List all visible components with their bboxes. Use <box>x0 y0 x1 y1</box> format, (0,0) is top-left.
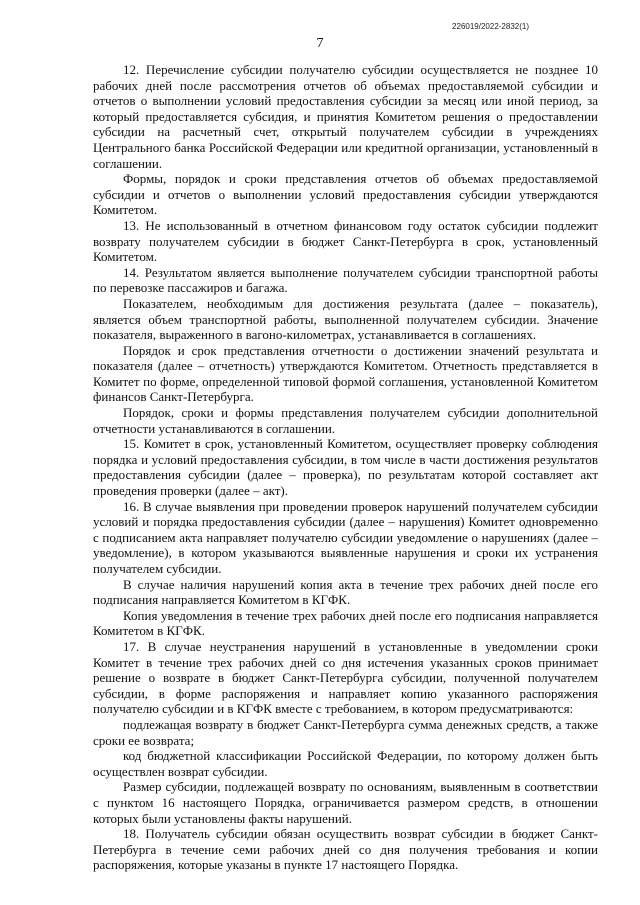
paragraph-notice-copy: Копия уведомления в течение трех рабочих дней после его подписания направляется Комитетом в КГФК. <box>93 607 598 639</box>
paragraph-return-size: Размер субсидии, подлежащей возврату по основаниям, выявленным в соответствии с пунктом 16 настоящего Порядка, ограничивается размером средств, в отношении которых были установлены факты нарушений. <box>93 779 598 826</box>
paragraph-budget-code: код бюджетной классификации Российской Федерации, по которому должен быть осуществлен возврат субсидии. <box>93 748 598 779</box>
paragraph-18: 18. Получатель субсидии обязан осуществить возврат субсидии в бюджет Санкт-Петербурга в течение семи рабочих дней со дня получения требования и копии распоряжения, которые указаны в пункте 17 настоящего Порядка. <box>93 826 598 873</box>
paragraph-15: 15. Комитет в срок, установленный Комитетом, осуществляет проверку соблюдения порядка и условий предоставления субсидии, в том числе в части достижения результатов предоставления субсидии (далее – проверка), по результатам которой составляет акт проведения проверки (далее – акт). <box>93 436 598 499</box>
page-number: 7 <box>316 36 324 51</box>
paragraph-16: 16. В случае выявления при проведении проверок нарушений получателем субсидии условий и порядка предоставления субсидии (далее – нарушения) Комитет одновременно с подписанием акта направляет получателю субсидии уведомление о нарушениях (далее – уведомление), в котором указываются выявленные нарушения и сроки их устранения получателем субсидии. <box>93 498 598 576</box>
paragraph-reporting-forms: Формы, порядок и сроки представления отчетов об объемах предоставляемой субсидии и отчетов о выполнении условий предоставления субсидии утверждаются Комитетом. <box>93 171 598 218</box>
paragraph-13: 13. Не использованный в отчетном финансовом году остаток субсидии подлежит возврату получателем субсидии в бюджет Санкт-Петербурга в срок, установленный Комитетом. <box>93 217 598 265</box>
paragraph-indicator: Показателем, необходимым для достижения результата (далее – показатель), является объем транспортной работы, выполненной получателем субсидии. Значение показателя, выраженного в вагоно-километрах, устанавливается в соглашениях. <box>93 295 598 343</box>
paragraph-additional-reporting: Порядок, сроки и формы представления получателем субсидии дополнительной отчетности устанавливаются в соглашении. <box>93 405 598 436</box>
paragraph-act-copy: В случае наличия нарушений копия акта в течение трех рабочих дней после его подписания направляется Комитетом в КГФК. <box>93 576 598 608</box>
paragraph-12: 12. Перечисление субсидии получателю субсидии осуществляется не позднее 10 рабочих дней после рассмотрения отчетов об объемах предоставляемой субсидии и отчетов о выполнении условий предоставления субсидии за месяц или иной период, за который предоставляется субсидия, и принятия Комитетом решения о предоставлении субсидии на расчетный счет, открытый получателем субсидии в учреждениях Центрального банка Российской Федерации или кредитной организации, установленный в соглашении. <box>93 62 598 171</box>
paragraph-14: 14. Результатом является выполнение получателем субсидии транспортной работы по перевозке пассажиров и багажа. <box>93 264 598 296</box>
paragraph-17: 17. В случае неустранения нарушений в установленные в уведомлении сроки Комитет в течение трех рабочих дней со дня истечения указанных сроков принимает решение о возврате в бюджет Санкт-Петербурга субсидии, полученной получателем субсидии, в форме распоряжения и направляет копию указанного распоряжения получателю субсидии и в КГФК вместе с требованием, в котором предусматриваются: <box>93 638 598 717</box>
paragraph-reporting-order: Порядок и срок представления отчетности о достижении значений результата и показателя (далее – отчетность) утверждаются Комитетом. Отчетность представляется в Комитет по форме, определенной типовой формой соглашения, установленной Комитетом финансов Санкт-Петербурга. <box>93 342 598 405</box>
document-body <box>93 62 598 873</box>
document-registration-number: 226019/2022-2832(1) <box>452 22 529 31</box>
paragraph-return-amount: подлежащая возврату в бюджет Санкт-Петербурга сумма денежных средств, а также сроки ее возврата; <box>93 716 598 748</box>
